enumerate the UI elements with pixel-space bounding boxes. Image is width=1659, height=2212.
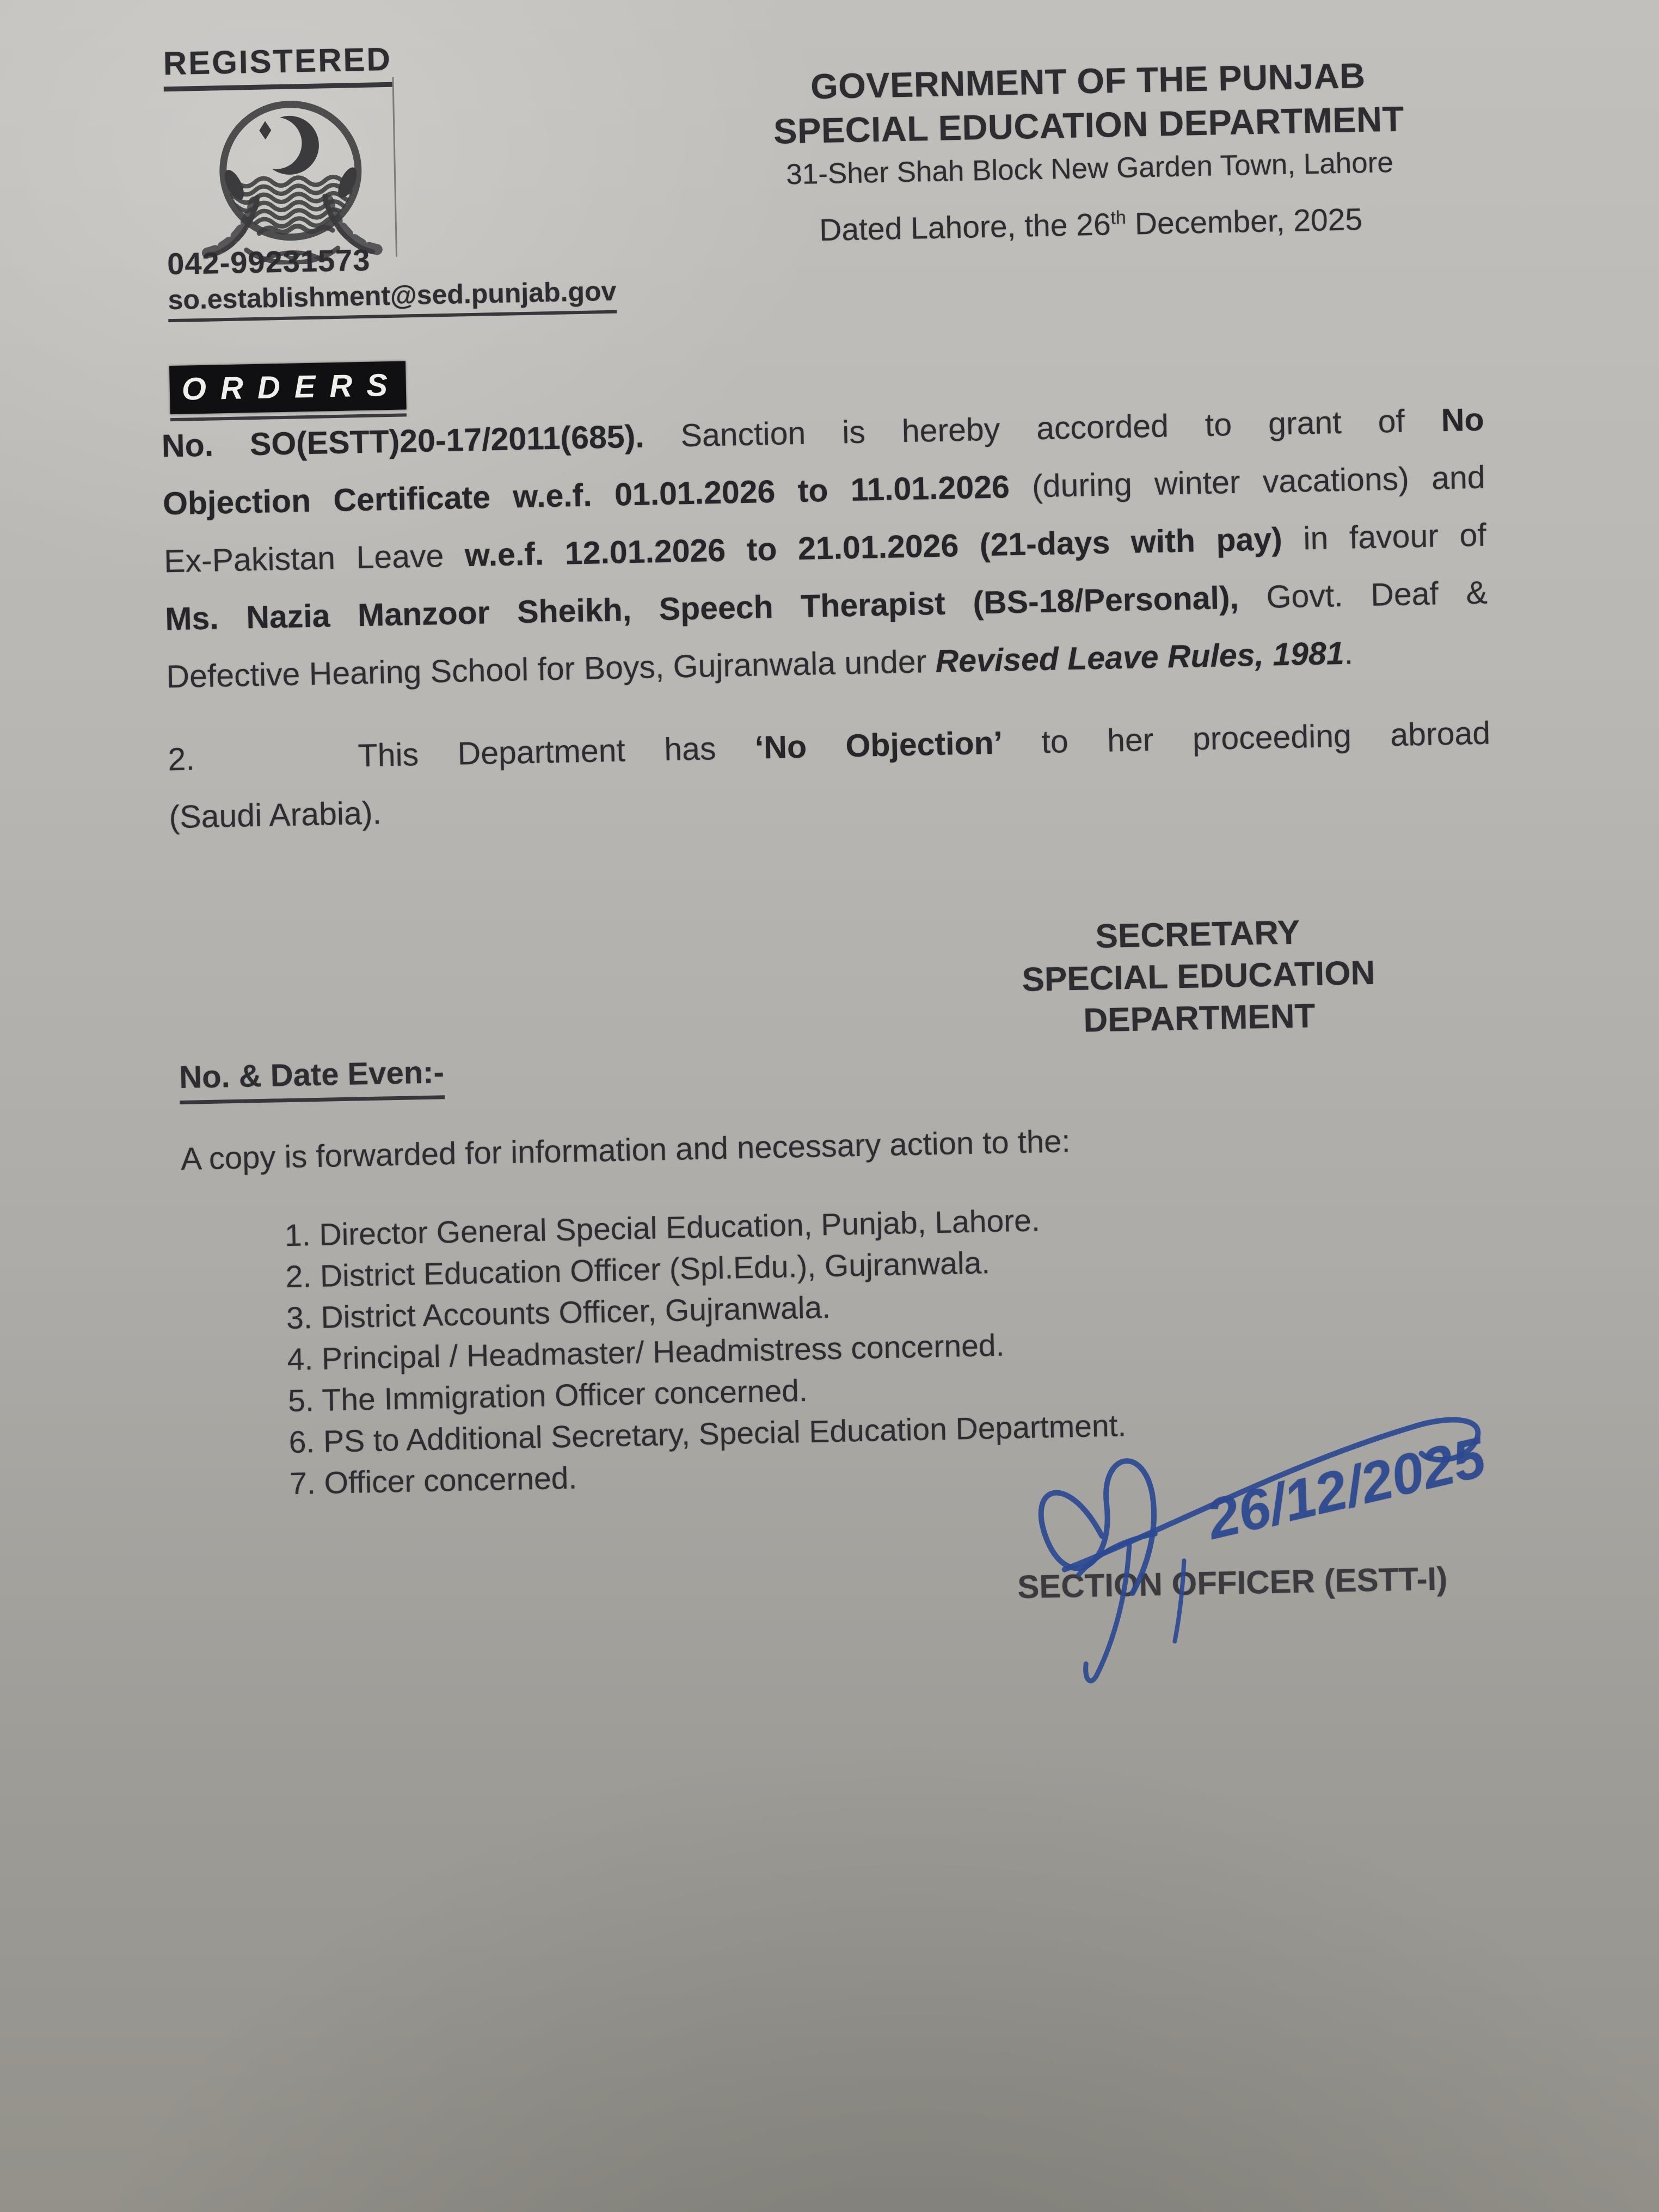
second-paragraph: [167, 704, 1492, 846]
date-ordinal-suffix: th: [1110, 207, 1127, 229]
signoff-title: SECRETARY: [1095, 913, 1300, 956]
para2-line-1: 2. This Department has ‘No Objection’ to her proceeding abroad: [167, 715, 1491, 778]
registered-label: REGISTERED: [163, 40, 392, 91]
recipient-item: 1. Director General Special Education, Punjab, Lahore.: [284, 1203, 1041, 1254]
signoff-dept-line1: SPECIAL EDUCATION: [1021, 954, 1375, 999]
dept-name-line1: GOVERNMENT OF THE PUNJAB: [810, 55, 1366, 107]
recipient-item: 6. PS to Additional Secretary, Special Education Department.: [288, 1408, 1127, 1460]
recipient-item: 4. Principal / Headmaster/ Headmistress concerned.: [287, 1328, 1005, 1378]
order-line-1: No. SO(ESTT)20-17/2011(685). Sanction is hereby accorded to grant of No: [161, 401, 1485, 464]
recipient-item: 7. Officer concerned.: [289, 1460, 577, 1502]
recipient-item: 2. District Education Officer (Spl.Edu.), Gujranwala.: [285, 1245, 991, 1295]
order-ref-number: No. SO(ESTT)20-17/2011(685).: [161, 418, 645, 464]
dept-name-line2: SPECIAL EDUCATION DEPARTMENT: [773, 99, 1405, 151]
signoff-block: [936, 908, 1461, 1044]
signature-scrawl: [935, 1390, 1574, 1805]
para2-line-2: (Saudi Arabia).: [168, 795, 382, 835]
signoff-dept-line2: DEPARTMENT: [1083, 997, 1316, 1040]
punjab-crest-logo: [180, 88, 401, 267]
date-prefix: Dated Lahore, the 26: [819, 207, 1111, 248]
orders-heading-underline: [169, 361, 407, 421]
recipient-item: 3. District Accounts Officer, Gujranwala.: [286, 1290, 831, 1336]
recipient-item: 5. The Immigration Officer concerned.: [287, 1373, 808, 1419]
department-header: [706, 51, 1471, 194]
dept-address: 31-Sher Shah Block New Garden Town, Lahore: [785, 146, 1394, 191]
date-suffix: December, 2025: [1126, 202, 1363, 242]
orders-heading: ORDERS: [169, 361, 407, 414]
handwritten-date: 26/12/2025: [1201, 1425, 1491, 1552]
para2-number: 2.: [167, 741, 195, 778]
section-officer-title: SECTION OFFICER (ESTT-I): [1017, 1560, 1448, 1606]
order-line-4: Ms. Nazia Manzoor Sheikh, Speech Therapist (BS-18/Personal), Govt. Deaf &: [164, 574, 1488, 637]
order-paragraph: [161, 391, 1489, 706]
order-line-5: Defective Hearing School for Boys, Gujranwala under Revised Leave Rules, 1981.: [165, 635, 1354, 695]
no-objection-phrase: ‘No Objection’: [754, 724, 1003, 766]
date-line: [710, 199, 1472, 250]
forward-line: A copy is forwarded for information and necessary action to the:: [180, 1123, 1071, 1177]
even-number-heading: No. & Date Even:-: [179, 1054, 445, 1104]
phone-number: 042-99231573: [167, 242, 371, 281]
order-line-2: Objection Certificate w.e.f. 01.01.2026 to 11.01.2026 (during winter vacations) and: [162, 459, 1486, 522]
email-address: so.establishment@sed.punjab.gov: [168, 275, 617, 323]
tab-spacer: [195, 766, 358, 770]
order-line-3: Ex-Pakistan Leave w.e.f. 12.01.2026 to 21.01.2026 (21-days with pay) in favour of: [163, 517, 1487, 580]
